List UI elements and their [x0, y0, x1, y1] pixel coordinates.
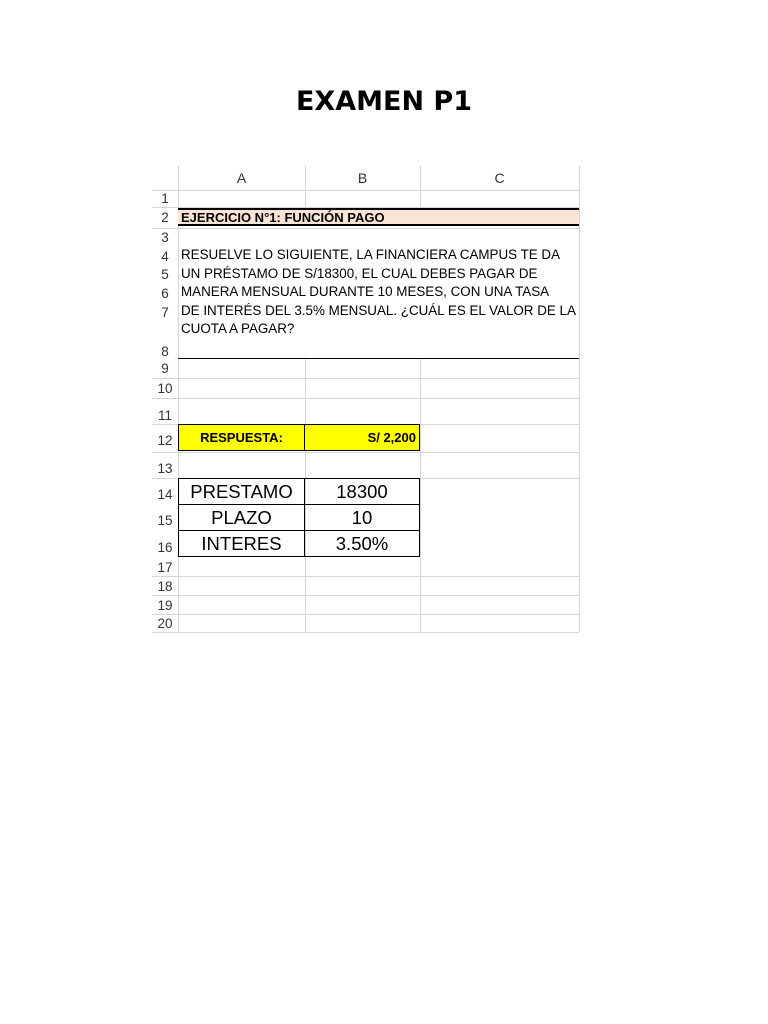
column-header-c[interactable]: C — [494, 170, 505, 186]
row-number[interactable]: 10 — [157, 381, 173, 396]
interest-value-cell[interactable]: 3.50% — [305, 531, 420, 557]
row-number[interactable]: 3 — [161, 230, 169, 245]
row-number[interactable]: 19 — [157, 597, 173, 613]
row-number[interactable]: 15 — [157, 512, 173, 528]
page-title: EXAMEN P1 — [295, 86, 473, 117]
row-number[interactable]: 11 — [157, 407, 172, 423]
column-header-a[interactable]: A — [236, 170, 247, 186]
row-number[interactable]: 16 — [157, 539, 173, 555]
term-label-cell[interactable]: PLAZO — [179, 505, 305, 531]
input-data-table — [178, 478, 420, 557]
row-number[interactable]: 5 — [161, 267, 169, 282]
row-number[interactable]: 8 — [161, 343, 169, 359]
question-line: CUOTA A PAGAR? — [181, 321, 295, 337]
row-number[interactable]: 17 — [157, 559, 173, 575]
interest-label-cell[interactable]: INTERES — [179, 531, 305, 557]
question-bottom-border — [178, 358, 579, 359]
row-number[interactable]: 18 — [157, 578, 173, 594]
row-number[interactable]: 1 — [161, 191, 169, 206]
question-text[interactable] — [181, 246, 579, 339]
answer-label-cell[interactable]: RESPUESTA: — [178, 424, 305, 451]
row-number[interactable]: 7 — [161, 305, 169, 320]
question-line: RESUELVE LO SIGUIENTE, LA FINANCIERA CAMPUS TE DA — [181, 247, 561, 262]
question-line: MANERA MENSUAL DURANTE 10 MESES, CON UNA TASA — [181, 284, 550, 300]
row-number[interactable]: 13 — [157, 460, 173, 476]
answer-value-cell[interactable]: S/ 2,200 — [304, 424, 420, 451]
question-line: DE INTERÉS DEL 3.5% MENSUAL. ¿CUÁL ES EL VALOR DE LA — [181, 302, 576, 318]
row-number[interactable]: 20 — [157, 615, 173, 631]
column-header-b[interactable]: B — [357, 170, 368, 186]
exercise-header: EJERCICIO N°1: FUNCIÓN PAGO — [181, 209, 385, 225]
row-number[interactable]: 14 — [157, 486, 173, 502]
row-number[interactable]: 9 — [161, 361, 169, 376]
row-number[interactable]: 6 — [161, 286, 169, 301]
term-value-cell[interactable]: 10 — [305, 505, 420, 531]
row-number[interactable]: 4 — [161, 248, 169, 264]
table-row — [179, 479, 420, 505]
row-number[interactable]: 12 — [157, 432, 173, 448]
table-row — [179, 505, 420, 531]
loan-label-cell[interactable]: PRESTAMO — [179, 479, 305, 505]
loan-value-cell[interactable]: 18300 — [305, 479, 420, 505]
row-number[interactable]: 2 — [161, 210, 169, 225]
table-row — [179, 531, 420, 557]
question-line: UN PRÉSTAMO DE S/18300, EL CUAL DEBES PAGAR DE — [181, 265, 538, 281]
spreadsheet — [152, 166, 580, 636]
